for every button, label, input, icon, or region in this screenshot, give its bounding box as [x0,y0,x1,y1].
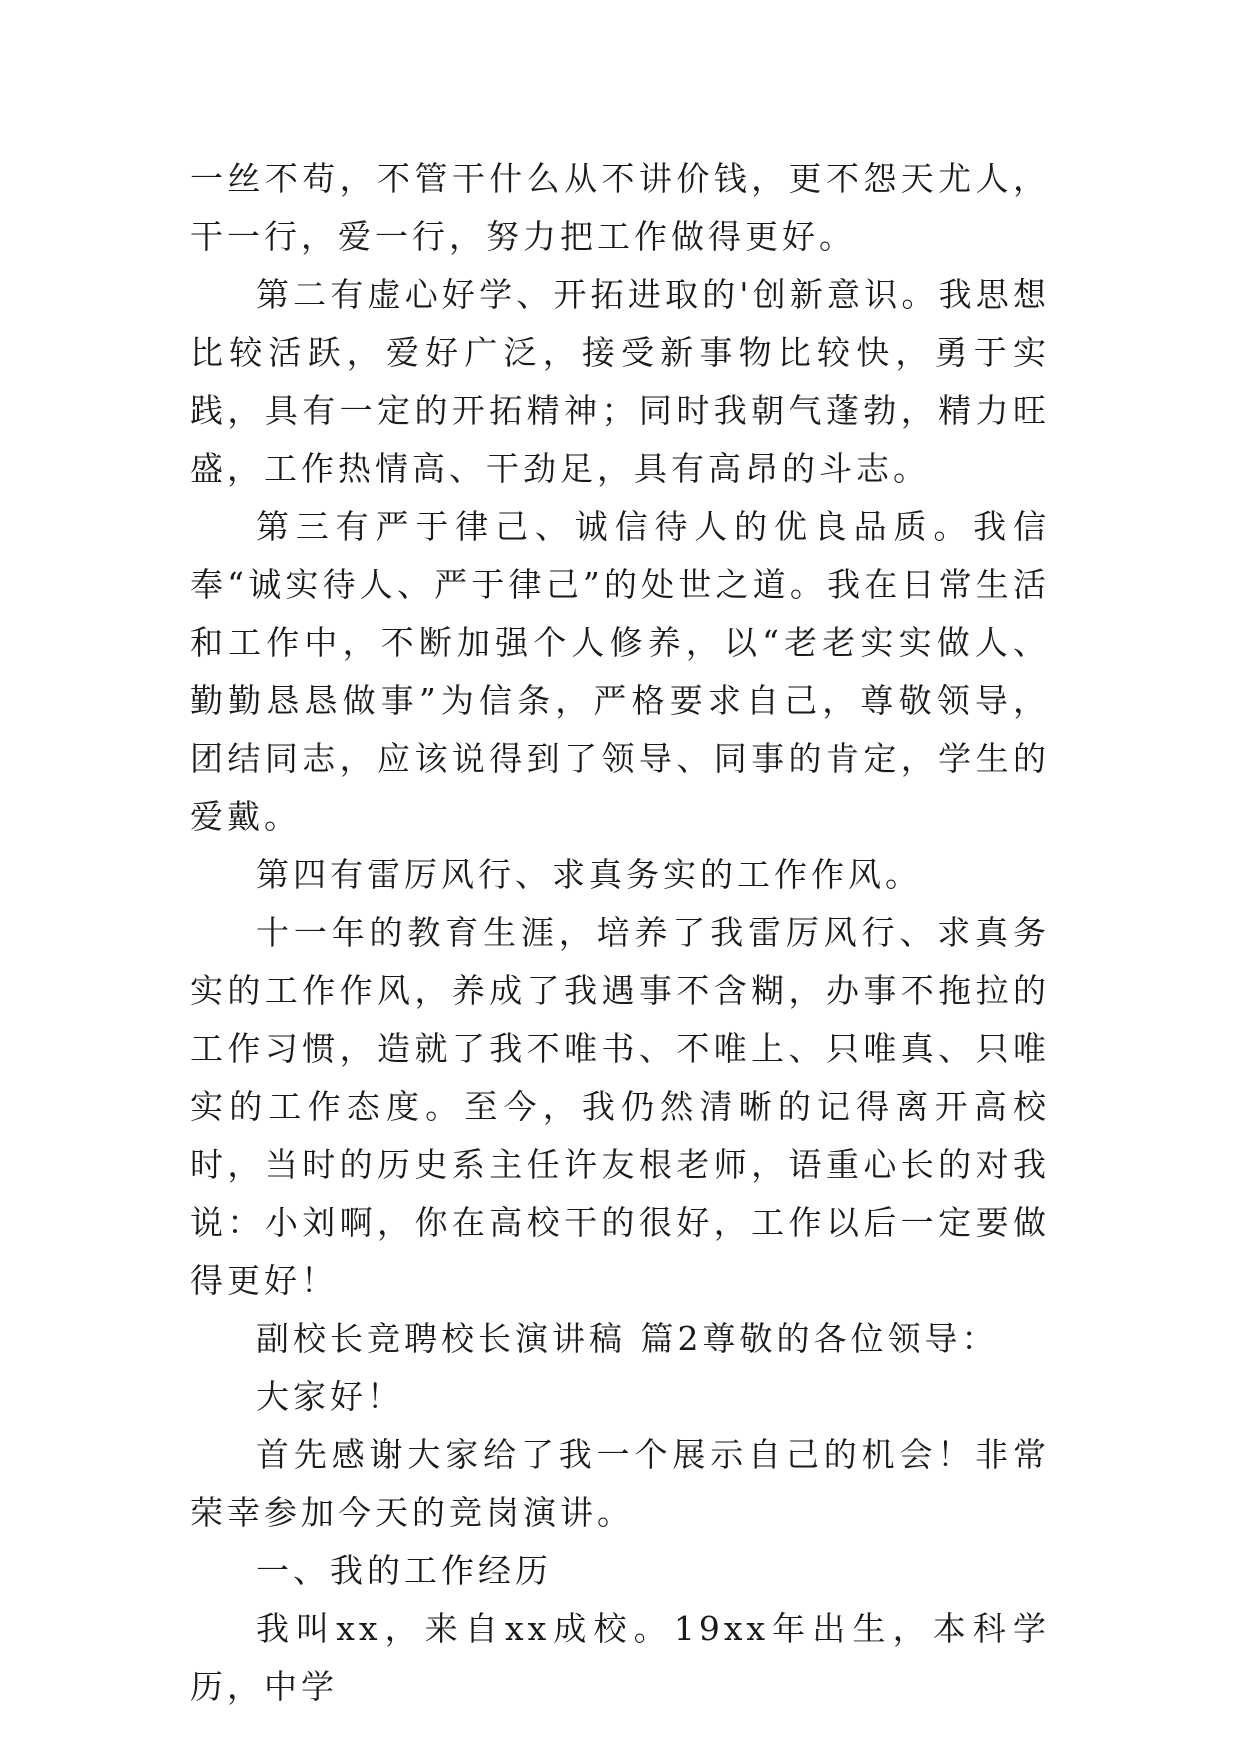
paragraph-speech-2-title: 副校长竞聘校长演讲稿 篇2尊敬的各位领导： [256,1319,999,1358]
section-heading-work-experience: 一、我的工作经历 [256,1551,552,1590]
paragraph-continuation: 一丝不苟，不管干什么从不讲价钱，更不怨天尤人，干一行，爱一行，努力把工作做得更好。 [190,159,1050,256]
paragraph-third-quality: 第三有严于律己、诚信待人的优良品质。我信奉“诚实待人、严于律己”的处世之道。我在日常生活和工作中，不断加强个人修养，以“老老实实做人、勤勤恳恳做事”为信条，严格要求自己，尊敬领导，团结同志，应该说得到了领导、同事的肯定，学生的爱戴。 [190,507,1050,836]
paragraph-second-quality: 第二有虚心好学、开拓进取的'创新意识。我思想比较活跃，爱好广泛，接受新事物比较快，勇于实践，具有一定的开拓精神；同时我朝气蓬勃，精力旺盛，工作热情高、干劲足，具有高昂的斗志。 [190,275,1050,488]
paragraph-greeting: 大家好！ [256,1377,404,1416]
paragraph-thanks: 首先感谢大家给了我一个展示自己的机会！非常荣幸参加今天的竞岗演讲。 [190,1435,1050,1532]
document-body [190,150,1050,1716]
paragraph-introduction: 我叫xx，来自xx成校。19xx年出生，本科学历，中学 [190,1609,1050,1706]
paragraph-teaching-career: 十一年的教育生涯，培养了我雷厉风行、求真务实的工作作风，养成了我遇事不含糊，办事不拖拉的工作习惯，造就了我不唯书、不唯上、只唯真、只唯实的工作态度。至今，我仍然清晰的记得离开高校时，当时的历史系主任许友根老师，语重心长的对我说：小刘啊，你在高校干的很好，工作以后一定要做得更好！ [190,913,1050,1300]
paragraph-fourth-quality: 第四有雷厉风行、求真务实的工作作风。 [256,855,922,894]
